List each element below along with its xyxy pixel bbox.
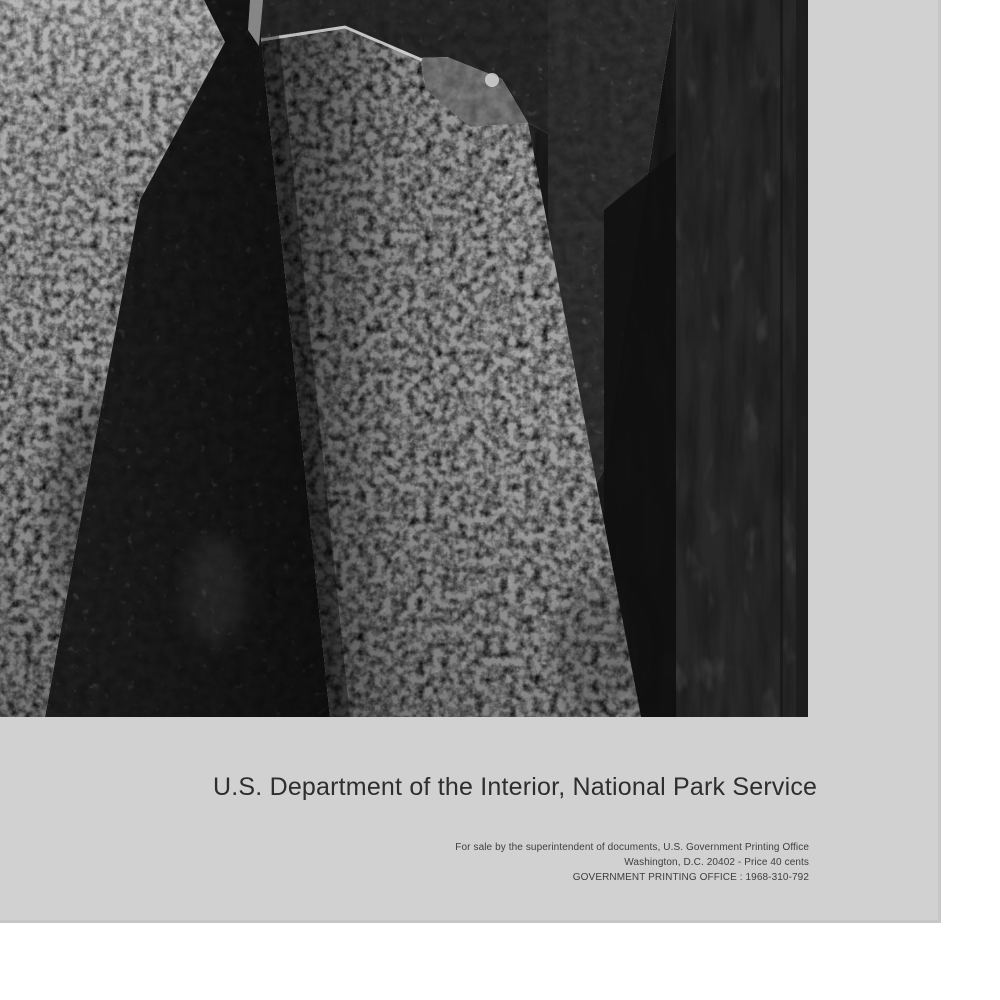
gpo-imprint-block — [455, 840, 809, 885]
agency-title: U.S. Department of the Interior, National Park Service — [213, 773, 818, 801]
imprint-sale-line: For sale by the superintendent of documents, U.S. Government Printing Office — [455, 842, 809, 853]
imprint-gpo-number-line: GOVERNMENT PRINTING OFFICE : 1968-310-792 — [572, 872, 809, 883]
imprint-address-price-line: Washington, D.C. 20402 - Price 40 cents — [624, 857, 809, 868]
